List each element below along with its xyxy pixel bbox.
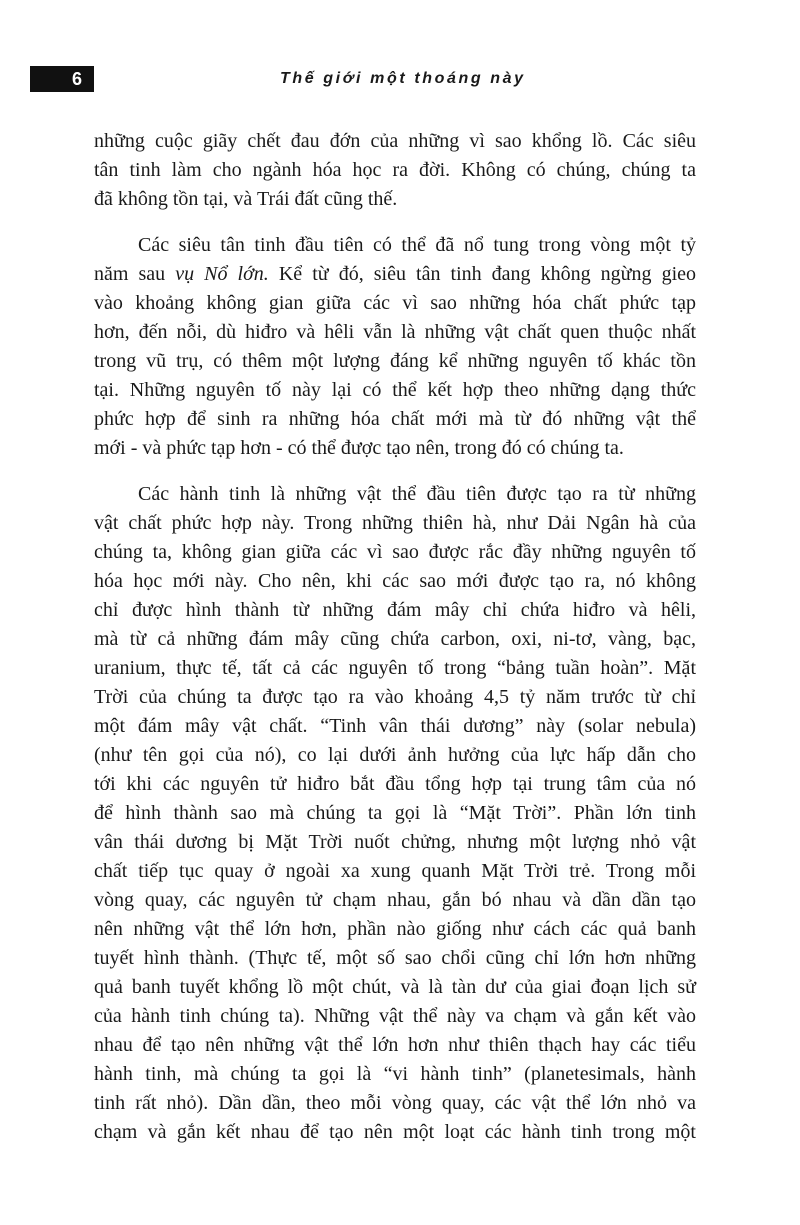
text-fragment: năm sau bbox=[94, 263, 176, 285]
text-line: tới khi các nguyên tử hiđro bắt đầu tổng hợp tại trung tâm của nó bbox=[94, 773, 696, 795]
text-line: mới - và phức tạp hơn - có thể được tạo nên, trong đó có chúng ta. bbox=[94, 437, 624, 459]
text-line: nhau để tạo nên những vật thể lớn hơn như thiên thạch hay các tiểu bbox=[94, 1034, 696, 1056]
text-line: uranium, thực tế, tất cả các nguyên tố trong “bảng tuần hoàn”. Mặt bbox=[94, 657, 696, 679]
emphasis-big-bang: vụ Nổ lớn. bbox=[175, 263, 269, 285]
text-line: Các siêu tân tinh đầu tiên có thể đã nổ tung trong vòng một tỷ bbox=[138, 234, 696, 256]
running-header-title: Thế giới một thoáng này bbox=[280, 70, 526, 87]
text-line: trong vũ trụ, có thêm một lượng đáng kể những nguyên tố khác tồn bbox=[94, 350, 696, 372]
text-line-with-emphasis bbox=[94, 260, 696, 289]
text-fragment: Kể từ đó, siêu tân tinh đang không ngừng gieo bbox=[268, 263, 697, 285]
text-line: tinh rất nhỏ). Dần dần, theo mỗi vòng quay, các vật thể lớn nhỏ va bbox=[94, 1092, 696, 1114]
text-line: Các hành tinh là những vật thể đầu tiên được tạo ra từ những bbox=[138, 483, 696, 505]
text-line: để hình thành sao mà chúng ta gọi là “Mặt Trời”. Phần lớn tinh bbox=[94, 802, 696, 824]
text-line: (như tên gọi của nó), co lại dưới ảnh hưởng của lực hấp dẫn cho bbox=[94, 744, 696, 766]
text-line: chúng ta, không gian giữa các vì sao được rắc đầy những nguyên tố bbox=[94, 541, 696, 563]
text-line: hóa học mới này. Cho nên, khi các sao mới được tạo ra, nó không bbox=[94, 570, 696, 592]
body-text bbox=[94, 127, 696, 1147]
paragraph-2 bbox=[94, 231, 696, 463]
text-line: chạm và gắn kết nhau để tạo nên một loạt các hành tinh trong một bbox=[94, 1121, 696, 1143]
paragraph-3 bbox=[94, 480, 696, 1147]
text-line: tại. Những nguyên tố này lại có thể kết hợp theo những dạng thức bbox=[94, 379, 696, 401]
text-line: đã không tồn tại, và Trái đất cũng thế. bbox=[94, 188, 398, 210]
text-line: tuyết hình thành. (Thực tế, một số sao chổi cũng chỉ lớn hơn những bbox=[94, 947, 696, 969]
text-line: tân tinh làm cho ngành hóa học ra đời. Không có chúng, chúng ta bbox=[94, 159, 696, 181]
text-line: hành tinh, mà chúng ta gọi là “vi hành tinh” (planetesimals, hành bbox=[94, 1063, 696, 1085]
text-line: nên những vật thể lớn hơn, phần nào giống như cách các quả banh bbox=[94, 918, 696, 940]
text-line: chỉ được hình thành từ những đám mây chỉ chứa hiđro và hêli, bbox=[94, 599, 696, 621]
page-header bbox=[30, 66, 770, 94]
text-line: vòng quay, các nguyên tử chạm nhau, gắn bó nhau và dần dần tạo bbox=[94, 889, 696, 911]
paragraph-1 bbox=[94, 127, 696, 214]
text-line: mà từ cả những đám mây cũng chứa carbon, oxi, ni-tơ, vàng, bạc, bbox=[94, 628, 696, 650]
text-line: chất tiếp tục quay ở ngoài xa xung quanh Mặt Trời trẻ. Trong mỗi bbox=[94, 860, 696, 882]
text-line: vân thái dương bị Mặt Trời nuốt chửng, nhưng một lượng nhỏ vật bbox=[94, 831, 696, 853]
text-line: quả banh tuyết khổng lồ một chút, và là tàn dư của giai đoạn lịch sử bbox=[94, 976, 696, 998]
text-line: những cuộc giãy chết đau đớn của những vì sao khổng lồ. Các siêu bbox=[94, 130, 696, 152]
text-line: vật chất phức hợp này. Trong những thiên hà, như Dải Ngân hà của bbox=[94, 512, 696, 534]
text-line: một đám mây vật chất. “Tinh vân thái dương” này (solar nebula) bbox=[94, 715, 696, 737]
text-line: hơn, đến nỗi, dù hiđro và hêli vẫn là những vật chất quen thuộc nhất bbox=[94, 321, 696, 343]
text-line: của hành tinh chúng ta). Những vật thể này va chạm và gắn kết vào bbox=[94, 1005, 696, 1027]
page-number: 6 bbox=[30, 66, 94, 92]
text-line: phức hợp để sinh ra những hóa chất mới mà từ đó những vật thể bbox=[94, 408, 696, 430]
text-line: vào khoảng không gian giữa các vì sao những hóa chất phức tạp bbox=[94, 292, 696, 314]
text-line: Trời của chúng ta được tạo ra vào khoảng 4,5 tỷ năm trước từ chỉ bbox=[94, 686, 696, 708]
